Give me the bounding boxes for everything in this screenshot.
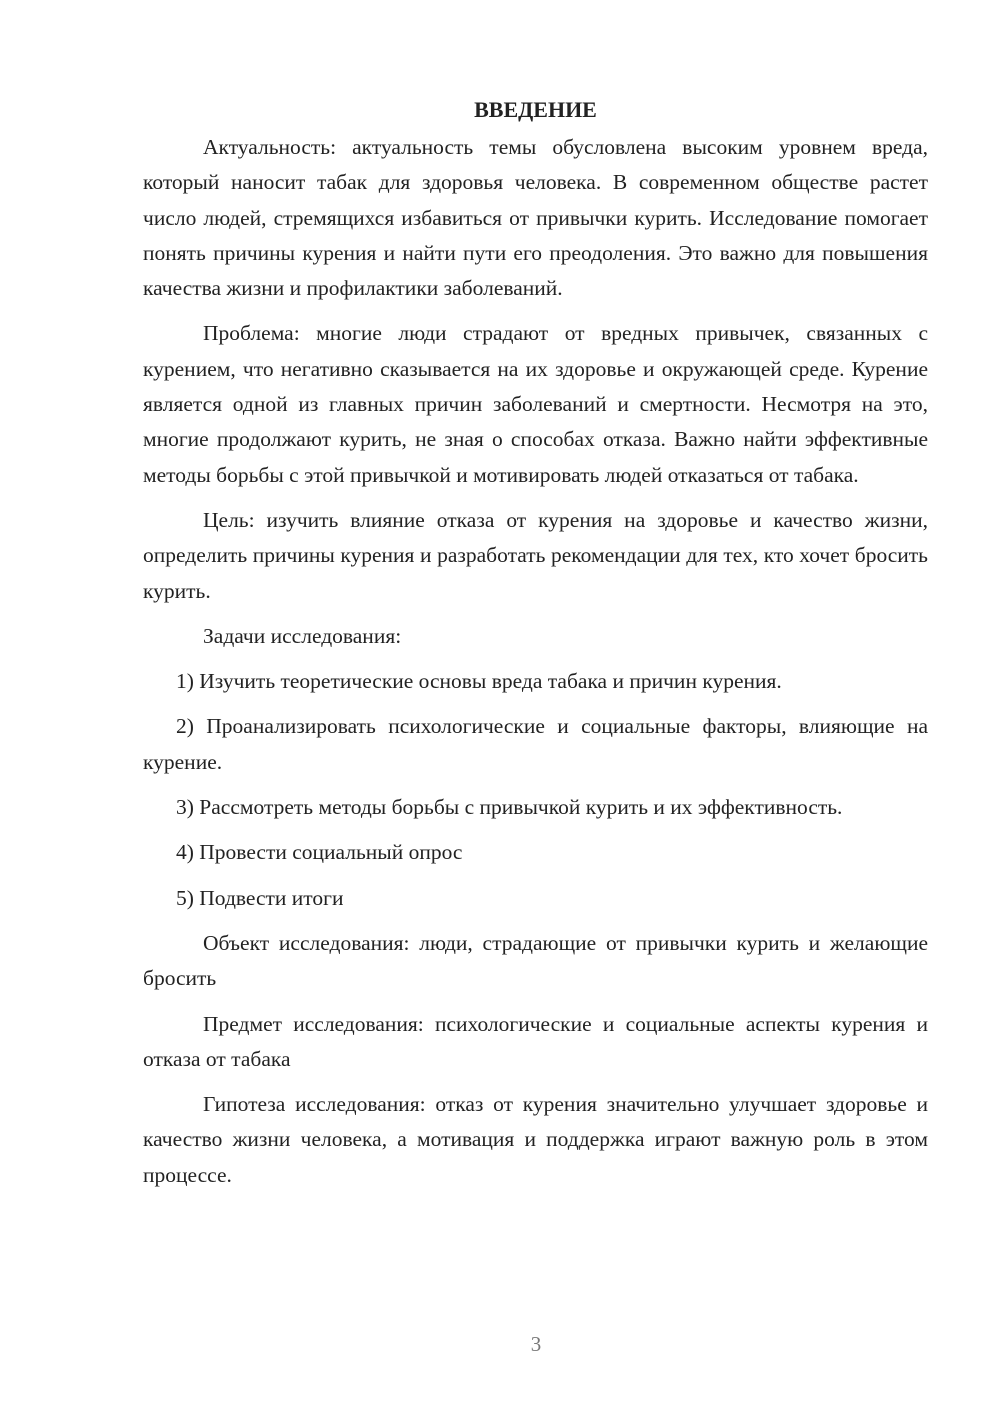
page-number: 3 xyxy=(530,1332,542,1356)
task-item-5: 5) Подвести итоги xyxy=(176,885,344,910)
task-item-2: 2) Проанализировать психологические и социальные факторы, влияющие на курение. xyxy=(143,714,928,774)
spacer xyxy=(143,871,928,881)
document-page xyxy=(143,92,928,1193)
spacer xyxy=(143,997,928,1007)
tasks-heading: Задачи исследования: xyxy=(203,623,402,648)
spacer xyxy=(143,654,928,664)
relevance-paragraph: Актуальность: актуальность темы обусловлена высоким уровнем вреда, который наносит табак для здоровья человека. В современном обществе растет число людей, стремящихся избавиться от привычки курить. Исследование помогает понять причины курения и найти пути его преодоления. Это важно для повышения качества жизни и профилактики заболеваний. xyxy=(143,135,928,301)
subject-paragraph: Предмет исследования: психологические и социальные аспекты курения и отказа от табака xyxy=(143,1011,928,1071)
spacer xyxy=(143,493,928,503)
task-item-4: 4) Провести социальный опрос xyxy=(176,840,463,865)
section-title: ВВЕДЕНИЕ xyxy=(474,97,597,122)
problem-paragraph: Проблема: многие люди страдают от вредных привычек, связанных с курением, что негативно сказывается на их здоровье и окружающей среде. Курение является одной из главных причин заболеваний и смертности. Несмотря на это, многие продолжают курить, не зная о способах отказа. Важно найти эффективные методы борьбы с этой привычкой и мотивировать людей отказаться от табака. xyxy=(143,321,928,487)
task-item-3: 3) Рассмотреть методы борьбы с привычкой курить и их эффективность. xyxy=(176,795,843,820)
spacer xyxy=(143,609,928,619)
spacer xyxy=(143,1077,928,1087)
spacer xyxy=(143,306,928,316)
object-paragraph: Объект исследования: люди, страдающие от привычки курить и желающие бросить xyxy=(143,930,928,991)
task-item-1: 1) Изучить теоретические основы вреда табака и причин курения. xyxy=(176,669,782,694)
spacer xyxy=(143,780,928,790)
spacer xyxy=(143,699,928,709)
spacer xyxy=(143,825,928,835)
spacer xyxy=(143,916,928,926)
goal-paragraph: Цель: изучить влияние отказа от курения на здоровье и качество жизни, определить причины курения и разработать рекомендации для тех, кто хочет бросить курить. xyxy=(143,507,928,603)
hypothesis-paragraph: Гипотеза исследования: отказ от курения значительно улучшает здоровье и качество жизни человека, а мотивация и поддержка играют важную роль в этом процессе. xyxy=(143,1092,928,1187)
